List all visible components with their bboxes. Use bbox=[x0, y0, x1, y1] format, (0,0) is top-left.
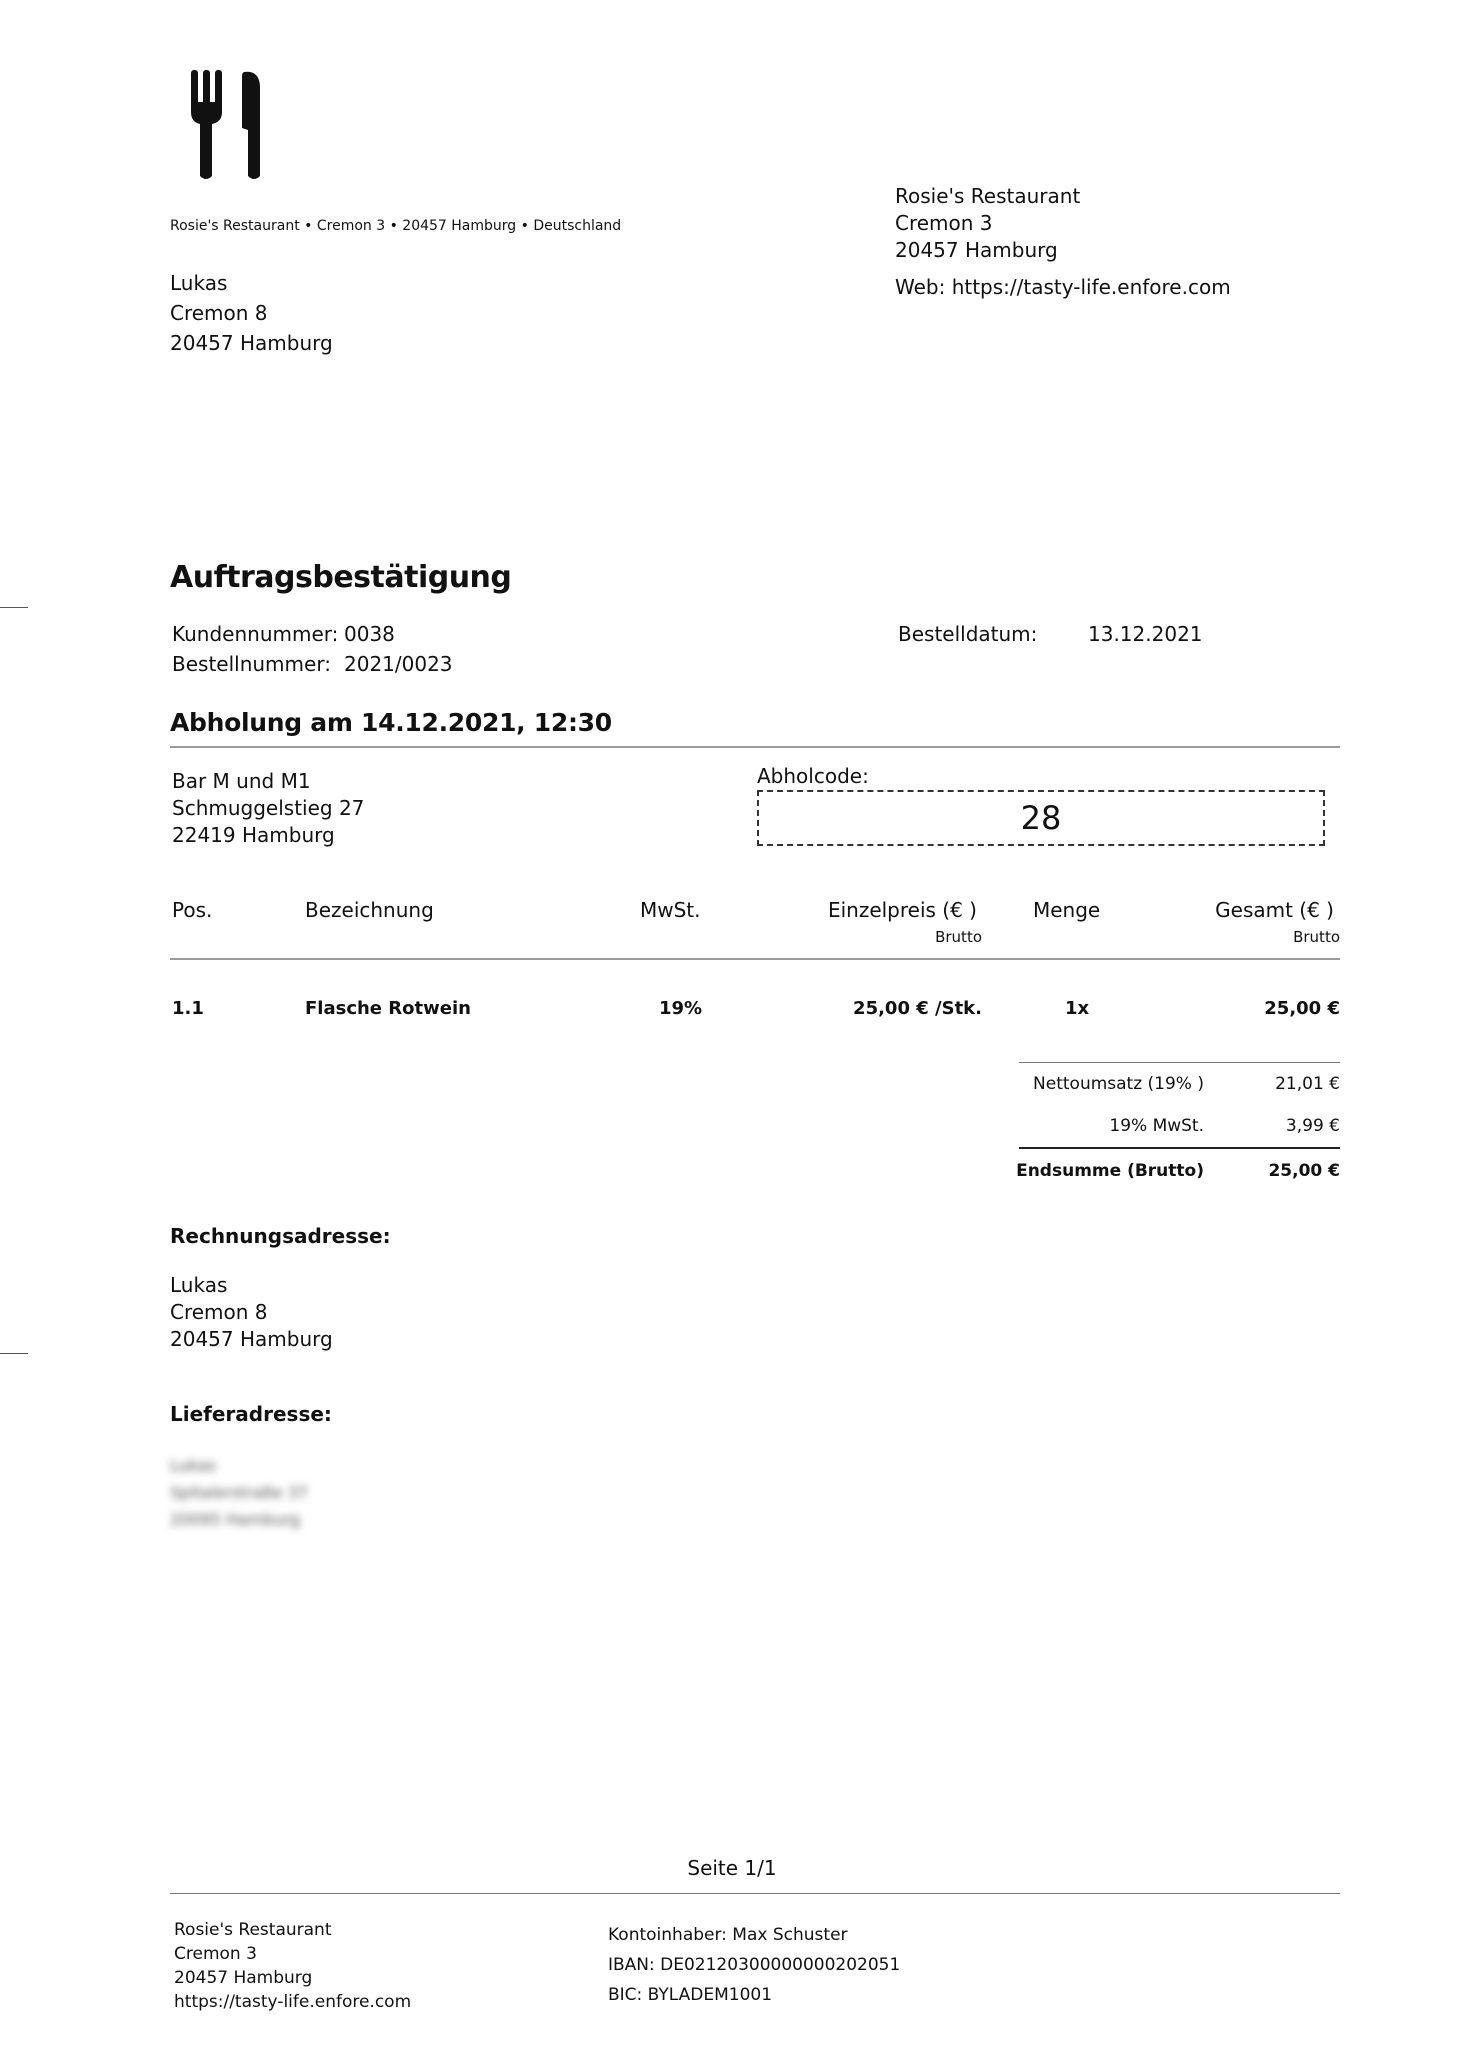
pickup-code-label: Abholcode: bbox=[757, 764, 869, 788]
recipient-city: 20457 Hamburg bbox=[170, 331, 333, 355]
row-total: 25,00 € bbox=[1264, 998, 1340, 1019]
company-web: Web: https://tasty-life.enfore.com bbox=[895, 275, 1231, 299]
col-subheader-total: Brutto bbox=[1293, 928, 1340, 946]
footer-divider bbox=[170, 1893, 1340, 1894]
billing-street: Cremon 8 bbox=[170, 1300, 268, 1324]
table-header-divider bbox=[170, 958, 1340, 960]
footer-company-city: 20457 Hamburg bbox=[174, 1968, 313, 1988]
row-unit-price: 25,00 € /Stk. bbox=[853, 998, 982, 1019]
footer-company-web: https://tasty-life.enfore.com bbox=[174, 1992, 412, 2012]
footer-bank bbox=[608, 1920, 900, 2010]
totals-bottom-divider bbox=[1019, 1147, 1340, 1149]
vat-label: 19% MwSt. bbox=[1109, 1116, 1204, 1136]
company-street: Cremon 3 bbox=[895, 211, 993, 235]
net-sales-label: Nettoumsatz (19% ) bbox=[1033, 1074, 1204, 1094]
customer-number-label: Kundennummer: bbox=[172, 622, 339, 646]
company-info bbox=[895, 183, 1231, 301]
order-number: 2021/0023 bbox=[344, 652, 453, 676]
page-number: Seite 1/1 bbox=[687, 1856, 777, 1880]
billing-address-label: Rechnungsadresse: bbox=[170, 1224, 391, 1248]
gross-total-value: 25,00 € bbox=[1268, 1161, 1340, 1181]
footer-bic: BIC: BYLADEM1001 bbox=[608, 1985, 773, 2005]
pickup-location-city: 22419 Hamburg bbox=[172, 823, 335, 847]
recipient-name: Lukas bbox=[170, 271, 228, 295]
document-title: Auftragsbestätigung bbox=[170, 560, 512, 595]
col-header-pos: Pos. bbox=[172, 898, 213, 922]
footer-company-street: Cremon 3 bbox=[174, 1944, 257, 1964]
recipient-address bbox=[170, 268, 333, 358]
col-header-unit-price: Einzelpreis (€ ) bbox=[827, 898, 977, 922]
delivery-name: Lukas bbox=[170, 1456, 216, 1475]
sender-address-line: Rosie's Restaurant • Cremon 3 • 20457 Hamburg • Deutschland bbox=[170, 218, 622, 234]
footer-company-name: Rosie's Restaurant bbox=[174, 1920, 332, 1940]
order-date: 13.12.2021 bbox=[1088, 622, 1203, 646]
delivery-address bbox=[170, 1452, 308, 1533]
order-date-label: Bestelldatum: bbox=[898, 622, 1038, 646]
row-pos: 1.1 bbox=[172, 998, 204, 1019]
vat-value: 3,99 € bbox=[1285, 1116, 1340, 1136]
fold-mark-top bbox=[0, 607, 28, 608]
restaurant-logo-icon bbox=[188, 68, 268, 183]
delivery-street: Spitalerstraße 37 bbox=[170, 1483, 309, 1502]
row-quantity: 1x bbox=[1065, 998, 1090, 1019]
billing-city: 20457 Hamburg bbox=[170, 1327, 333, 1351]
company-city: 20457 Hamburg bbox=[895, 238, 1058, 262]
row-vat: 19% bbox=[659, 998, 703, 1019]
gross-total-label: Endsumme (Brutto) bbox=[1016, 1161, 1204, 1181]
col-header-quantity: Menge bbox=[1033, 898, 1101, 922]
pickup-title: Abholung am 14.12.2021, 12:30 bbox=[170, 708, 612, 737]
pickup-code-box bbox=[757, 790, 1325, 846]
billing-name: Lukas bbox=[170, 1273, 228, 1297]
footer-company bbox=[174, 1918, 411, 2014]
delivery-address-label: Lieferadresse: bbox=[170, 1402, 332, 1426]
delivery-city: 20095 Hamburg bbox=[170, 1510, 301, 1529]
pickup-location-street: Schmuggelstieg 27 bbox=[172, 796, 365, 820]
company-name: Rosie's Restaurant bbox=[895, 184, 1081, 208]
col-header-vat: MwSt. bbox=[640, 898, 701, 922]
recipient-street: Cremon 8 bbox=[170, 301, 268, 325]
col-header-description: Bezeichnung bbox=[305, 898, 434, 922]
pickup-location-name: Bar M und M1 bbox=[172, 769, 311, 793]
net-sales-value: 21,01 € bbox=[1275, 1074, 1340, 1094]
pickup-code: 28 bbox=[1020, 799, 1062, 837]
customer-number: 0038 bbox=[344, 622, 395, 646]
fold-mark-bottom bbox=[0, 1353, 28, 1354]
col-header-total: Gesamt (€ ) bbox=[1215, 898, 1334, 922]
pickup-location bbox=[172, 768, 364, 849]
totals-top-divider bbox=[1019, 1062, 1340, 1063]
pickup-divider bbox=[170, 746, 1340, 748]
col-subheader-unit-price: Brutto bbox=[935, 928, 982, 946]
order-number-label: Bestellnummer: bbox=[172, 652, 331, 676]
footer-iban: IBAN: DE02120300000000202051 bbox=[608, 1955, 901, 1975]
billing-address bbox=[170, 1272, 333, 1353]
row-description: Flasche Rotwein bbox=[305, 998, 471, 1019]
footer-account-holder: Kontoinhaber: Max Schuster bbox=[608, 1925, 848, 1945]
